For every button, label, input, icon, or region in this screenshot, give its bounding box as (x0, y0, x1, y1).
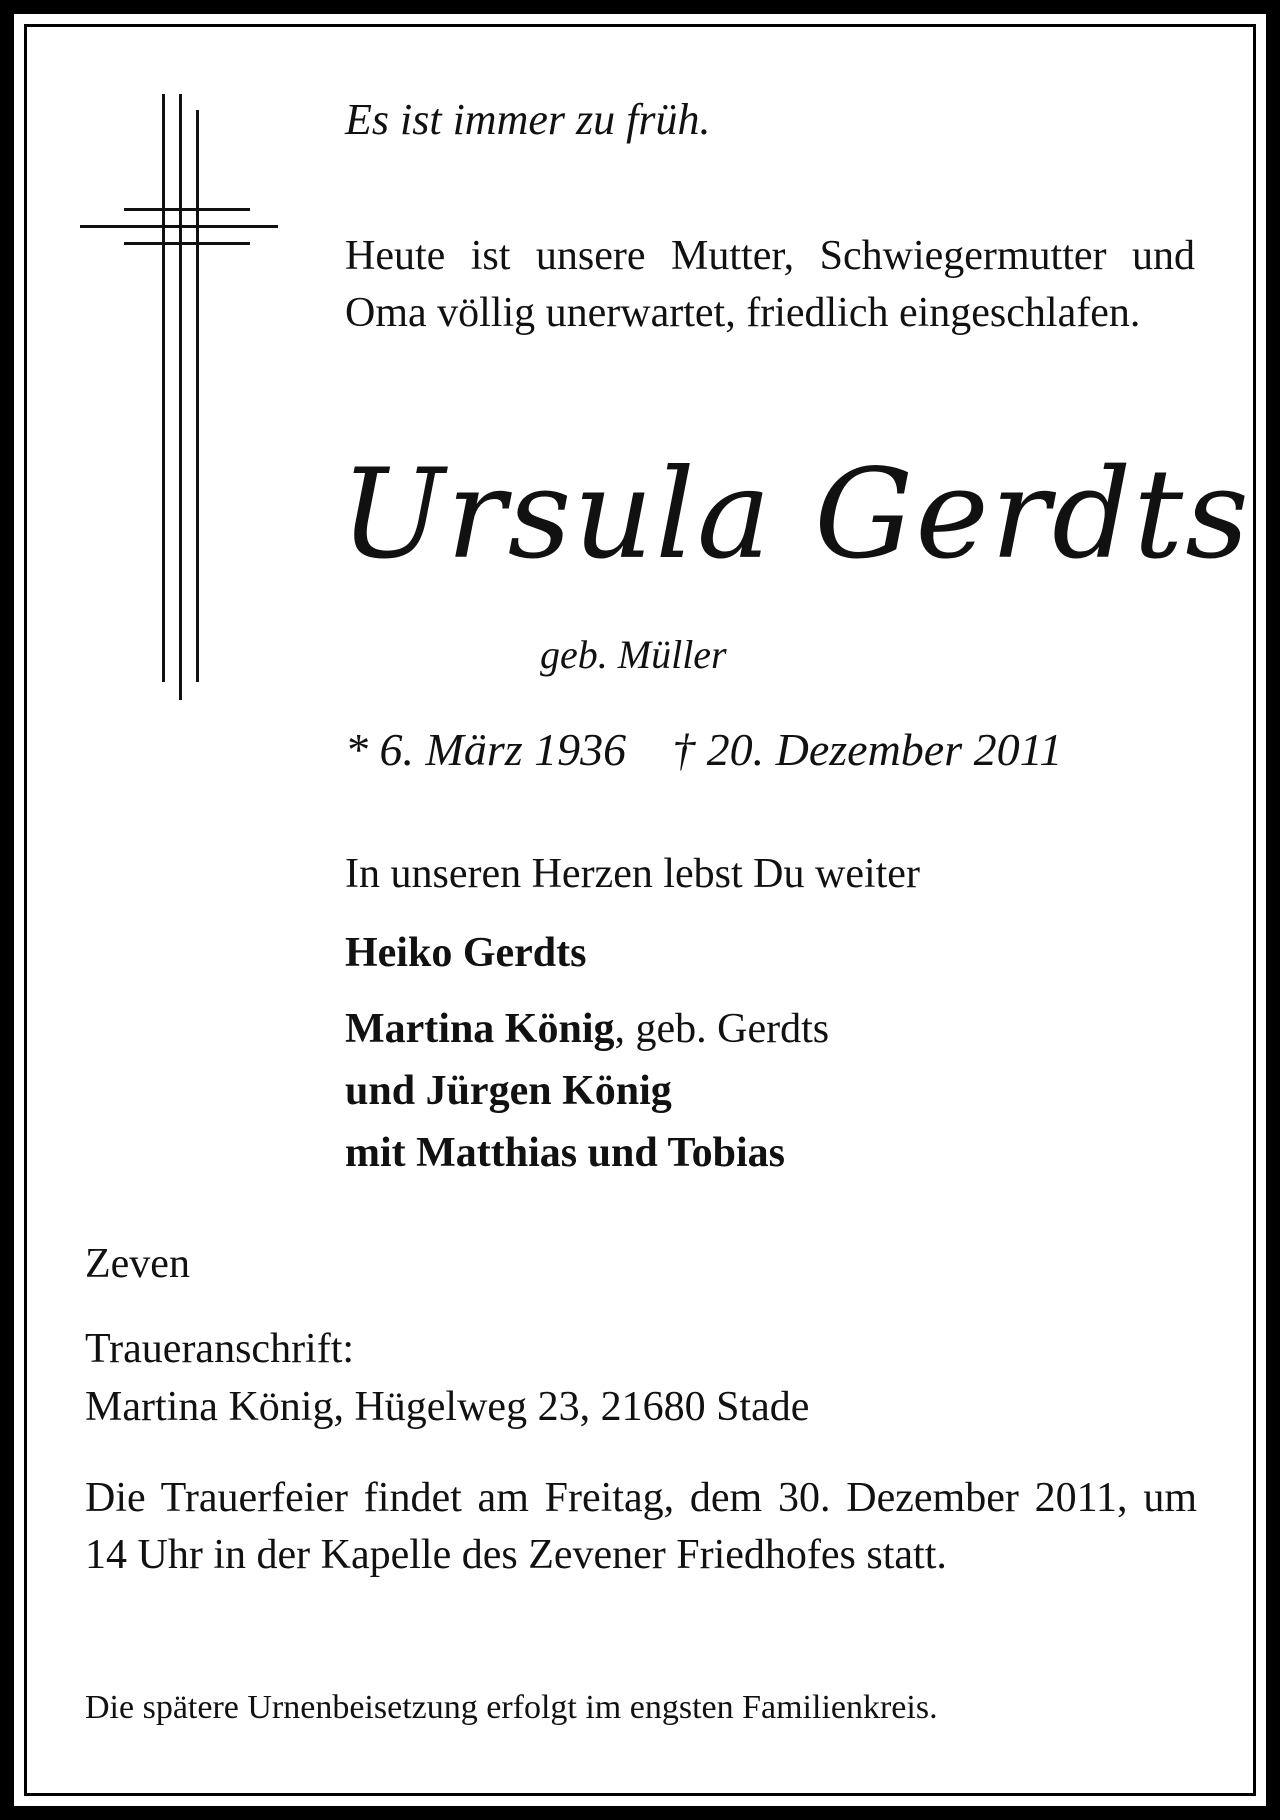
birth-date: * 6. März 1936 (345, 724, 627, 775)
mourning-address (85, 1320, 809, 1436)
city: Zeven (85, 1241, 190, 1287)
mourner-line: und Jürgen König (345, 1068, 672, 1114)
address-value: Martina König, Hügelweg 23, 21680 Stade (85, 1384, 810, 1430)
death-date: † 20. Dezember 2011 (672, 724, 1063, 775)
remembrance-line: In unseren Herzen lebst Du weiter (345, 851, 920, 897)
funeral-service-info: Die Trauerfeier findet am Freitag, dem 30. Dezember 2011, um 14 Uhr in der Kapelle des Zevener Friedhofes statt. (85, 1475, 1197, 1578)
mourner-line (345, 998, 829, 1060)
cross-icon (80, 94, 280, 700)
address-label: Traueranschrift: (85, 1326, 355, 1372)
burial-note: Die spätere Urnenbeisetzung erfolgt im engsten Familienkreis. (85, 1689, 938, 1726)
deceased-name: Ursula Gerdts (340, 443, 1251, 587)
maiden-name: geb. Müller (540, 632, 727, 677)
life-dates (345, 722, 1062, 778)
mourner-line: mit Matthias und Tobias (345, 1130, 785, 1176)
intro-text: Heute ist unsere Mutter, Schwiegermutter und Oma völlig unerwartet, friedlich eingeschlafen. (345, 233, 1195, 336)
mourner-name: Martina König (345, 1006, 615, 1052)
mourner-maiden: , geb. Gerdts (614, 1006, 830, 1052)
mourners-list (345, 922, 829, 1184)
motto: Es ist immer zu früh. (345, 95, 711, 144)
mourner-line: Heiko Gerdts (345, 930, 587, 976)
